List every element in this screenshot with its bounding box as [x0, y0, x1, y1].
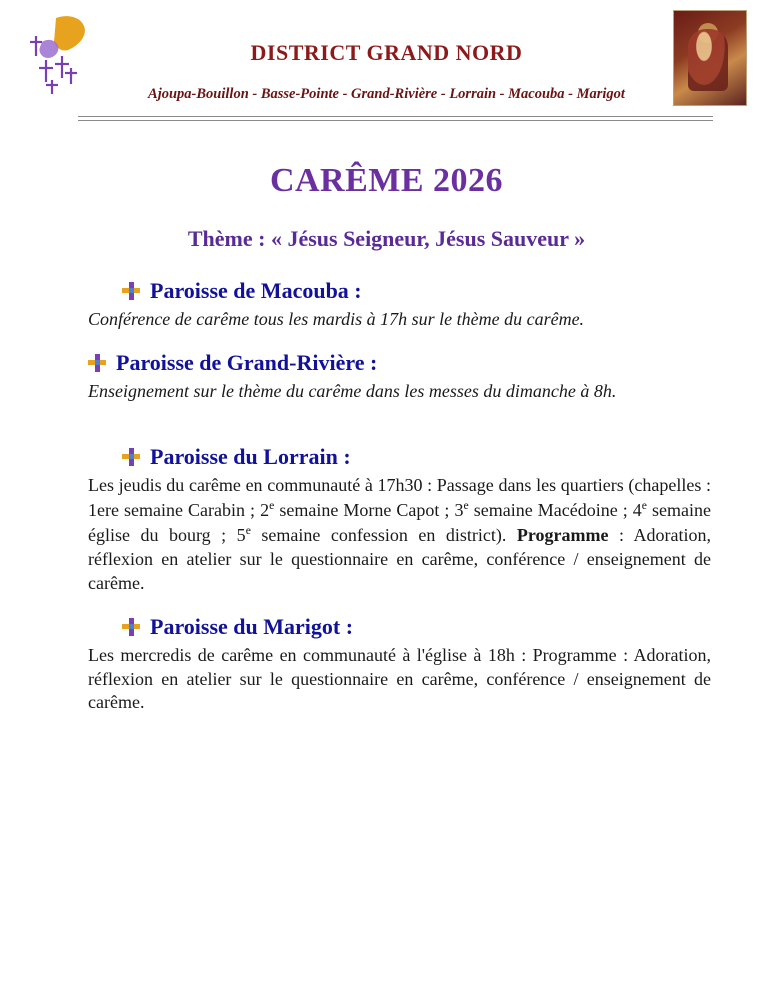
section-body: Les mercredis de carême en communauté à l'église à 18h : Programme : Adoration, réflexion en atelier sur le questionnaire en carême, conférence / enseignement de carême. — [88, 644, 711, 713]
page-theme: Thème : « Jésus Seigneur, Jésus Sauveur » — [187, 226, 586, 251]
cross-icon — [122, 282, 140, 300]
header-divider — [78, 116, 713, 121]
section-header — [88, 444, 711, 470]
section-title: Paroisse de Macouba : — [150, 278, 362, 303]
cross-icon — [88, 354, 106, 372]
figure-shape — [688, 29, 728, 91]
section-header — [88, 278, 711, 304]
cross-icon — [122, 448, 140, 466]
district-communes: Ajoupa-Bouillon - Basse-Pointe - Grand-Rivière - Lorrain - Macouba - Marigot — [148, 86, 625, 102]
section-title: Paroisse du Marigot : — [150, 613, 354, 639]
cross-icon — [122, 618, 140, 636]
sections-list — [0, 278, 773, 715]
section-body: Enseignement sur le thème du carême dans les messes du dimanche à 8h. — [88, 380, 617, 401]
section-marigot — [88, 614, 711, 716]
section-grand-riviere — [88, 350, 711, 404]
section-title: Paroisse de Grand-Rivière : — [116, 349, 378, 375]
page-title: CARÊME 2026 — [269, 162, 504, 199]
section-body: Les jeudis du carême en communauté à 17h30 : Passage dans les quartiers (chapelles : 1ere semaine Carabin ; 2e semaine Morne Capot ; 3e semaine Macédoine ; 4e semaine église du bourg ; 5e semaine confession en district). Programme : Adoration, réflexion en atelier sur le questionnaire en carême, conférence / enseignement de carême. — [88, 474, 712, 593]
section-header — [88, 614, 711, 640]
section-title: Paroisse du Lorrain : — [150, 443, 351, 469]
section-body: Conférence de carême tous les mardis à 17h sur le thème du carême. — [88, 309, 585, 329]
section-header — [88, 350, 711, 376]
section-macouba — [88, 278, 711, 332]
virgin-and-child-image — [673, 10, 747, 106]
district-title: DISTRICT GRAND NORD — [250, 40, 523, 65]
section-lorrain — [88, 444, 711, 596]
document-header — [0, 0, 773, 118]
